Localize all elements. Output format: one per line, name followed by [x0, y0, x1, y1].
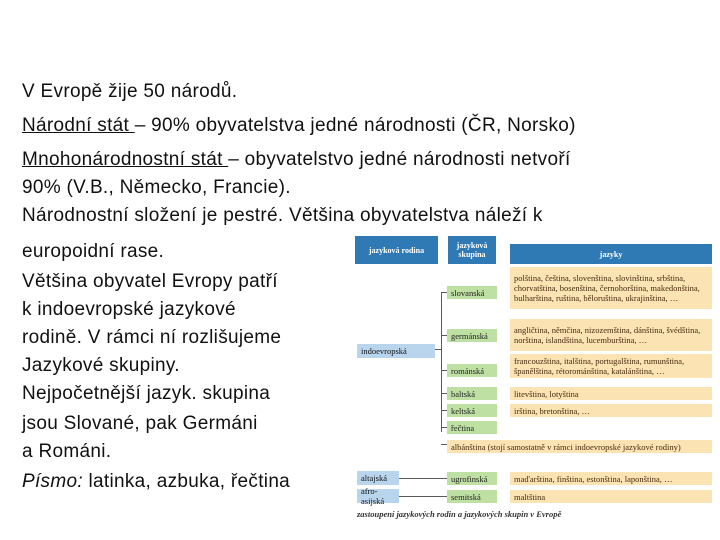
- languages-germanic: angličtina, němčina, nizozemština, dánština, švédština, norština, islandština, lucemburština, …: [510, 319, 712, 351]
- languages-baltic: litevština, lotyština: [510, 387, 712, 400]
- languages-celtic: irština, bretonština, …: [510, 404, 712, 417]
- languages-semitic: maltština: [510, 490, 712, 503]
- text-line-11: Nejpočetnější jazyk. skupina: [22, 383, 271, 404]
- group-romance: románská: [447, 364, 497, 377]
- connector-line: [398, 478, 447, 479]
- text-line-13: a Románi.: [22, 441, 112, 462]
- text-line-10: Jazykové skupiny.: [22, 355, 180, 376]
- text-line-2: [22, 112, 576, 140]
- definition-national-state: – 90% obyvatelstva jedné národnosti (ČR, Norsko): [134, 115, 576, 136]
- text-line-1: V Evropě žije 50 národů.: [22, 81, 238, 102]
- group-slavic: slovanská: [447, 286, 497, 299]
- header-family: jazyková rodina: [355, 236, 438, 264]
- text-line-4: 90% (V.B., Německo, Francie).: [22, 177, 291, 198]
- connector-line: [441, 292, 442, 432]
- text-line-9: rodině. V rámci ní rozlišujeme: [22, 327, 282, 348]
- connector-line: [398, 496, 447, 497]
- term-national-state: Národní stát: [22, 115, 135, 136]
- group-semitic: semitská: [447, 490, 497, 503]
- group-baltic: baltská: [447, 387, 497, 400]
- header-group: jazyková skupina: [448, 236, 496, 264]
- script-label: Písmo:: [22, 471, 83, 492]
- text-line-5: Národnostní složení je pestré. Většina obyvatelstva náleží k: [22, 205, 543, 226]
- languages-slavic: polština, čeština, slovenština, slovinština, srbština, chorvatština, bosenština, černohorština, makedonština, bulharština, ruština, běloruština, ukrajinština, …: [510, 267, 712, 309]
- text-line-3: [22, 146, 571, 174]
- languages-albanian: albánština (stojí samostatně v rámci indoevropské jazykové rodiny): [447, 440, 712, 453]
- script-list: latinka, azbuka, řečtina: [82, 471, 291, 492]
- languages-romance: francouzština, italština, portugalština, rumunština, španělština, rétorománština, katalánština, …: [510, 354, 712, 378]
- family-indoeuropean: indoevropská: [357, 344, 435, 358]
- text-line-6: europoidní rase.: [22, 241, 165, 262]
- group-germanic: germánská: [447, 329, 497, 342]
- family-afroasiatic: afro-asijská: [357, 489, 399, 503]
- group-finnougric: ugrofinská: [447, 472, 497, 485]
- group-celtic: keltská: [447, 404, 497, 417]
- definition-multinational-state: – obyvatelstvo jedné národnosti netvoří: [228, 149, 571, 170]
- text-line-12: jsou Slované, pak Germáni: [22, 413, 258, 434]
- group-greek: řečtina: [447, 421, 497, 434]
- family-altaic: altajská: [357, 471, 399, 485]
- text-line-7: Většina obyvatel Evropy patří: [22, 271, 278, 292]
- table-caption: zastoupení jazykových rodin a jazykových skupin v Evropě: [357, 509, 562, 519]
- languages-finnougric: maďarština, finština, estonština, laponština, …: [510, 472, 712, 485]
- term-multinational-state: Mnohonárodnostní stát: [22, 149, 229, 170]
- text-line-8: k indoevropské jazykové: [22, 299, 236, 320]
- text-line-14: [22, 468, 290, 496]
- header-languages: jazyky: [510, 244, 712, 264]
- language-family-table: [355, 236, 712, 520]
